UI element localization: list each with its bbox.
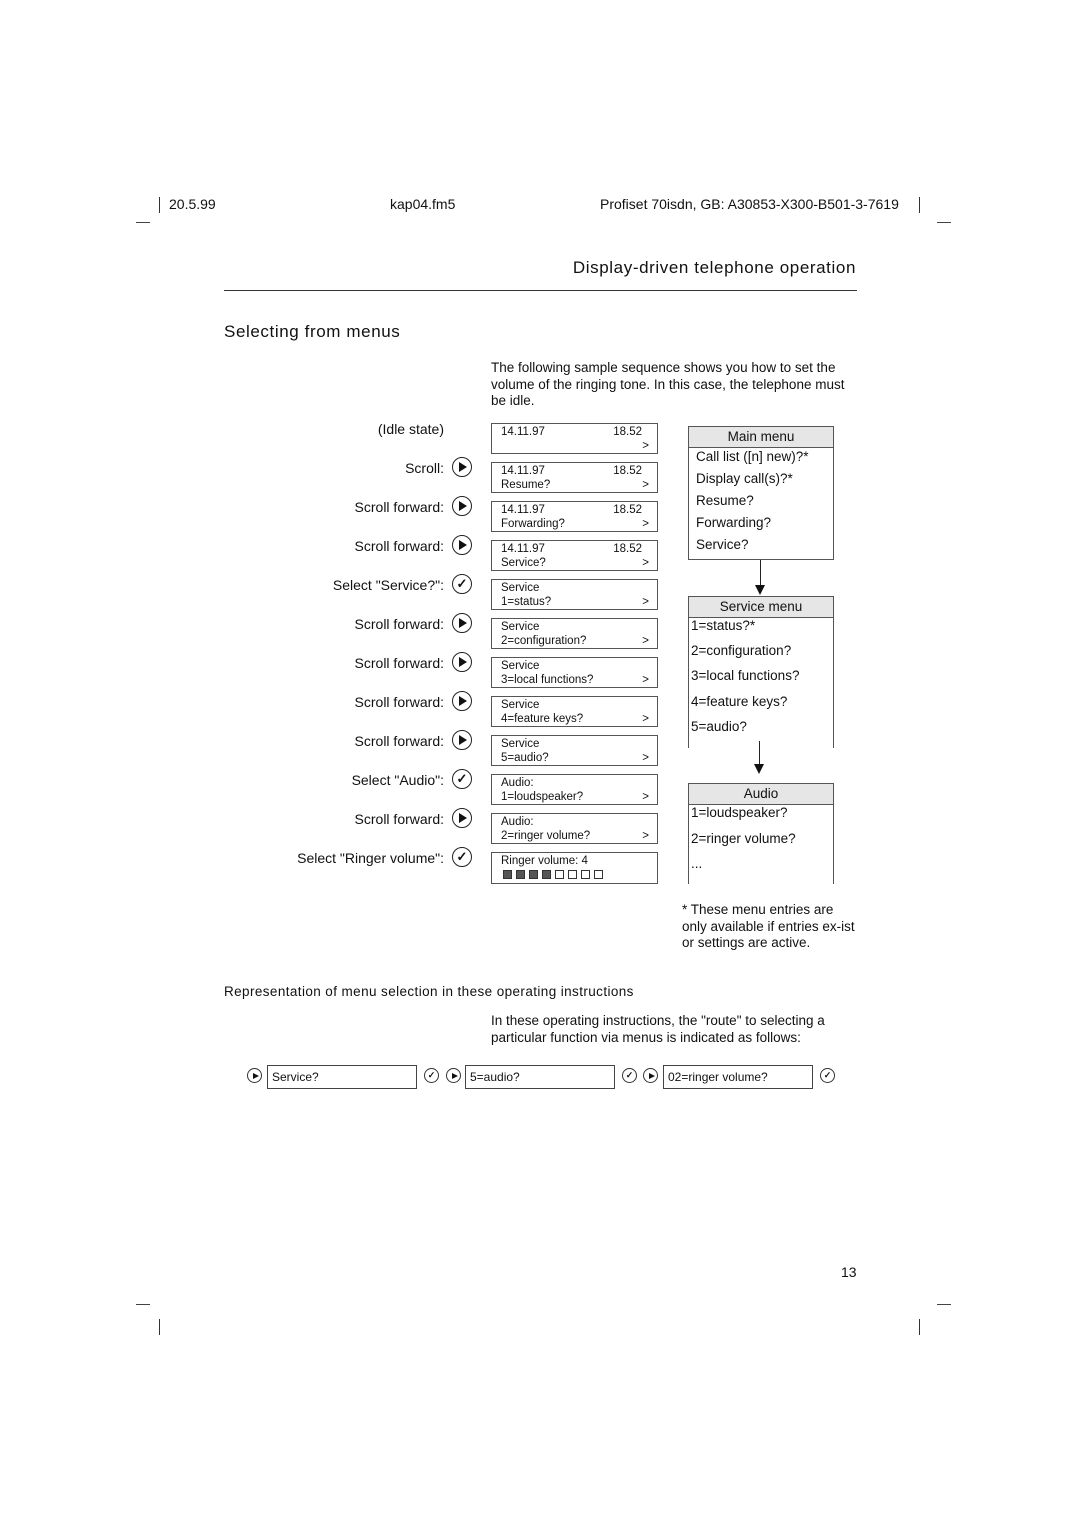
route-step-audio: 5=audio?	[465, 1065, 615, 1089]
header-file: kap04.fm5	[390, 196, 456, 212]
step-label: Select "Service?":	[332, 577, 444, 593]
scroll-forward-icon	[452, 613, 472, 633]
phone-display	[491, 579, 658, 610]
select-check-icon: ✓	[424, 1068, 439, 1083]
display-line2: 4=feature keys?	[501, 713, 584, 725]
scroll-forward-icon	[452, 496, 472, 516]
select-check-icon: ✓	[452, 769, 472, 789]
select-check-icon: ✓	[622, 1068, 637, 1083]
display-line1: Audio:	[501, 777, 534, 789]
display-time: 18.52	[613, 426, 642, 438]
display-time: 18.52	[613, 543, 642, 555]
phone-display	[491, 423, 658, 454]
step-label: Scroll forward:	[354, 655, 444, 671]
phone-display	[491, 657, 658, 688]
header-date: 20.5.99	[169, 196, 216, 212]
volume-level-empty	[581, 870, 590, 879]
display-line1: Service	[501, 660, 540, 672]
display-arrow: >	[642, 479, 649, 491]
display-line1: Service	[501, 621, 540, 633]
step-label: Scroll forward:	[354, 538, 444, 554]
step-label: Scroll forward:	[354, 694, 444, 710]
scroll-forward-icon	[452, 730, 472, 750]
display-arrow: >	[642, 752, 649, 764]
scroll-forward-icon	[452, 652, 472, 672]
section-title: Selecting from menus	[224, 322, 401, 341]
display-time: 18.52	[613, 504, 642, 516]
header-product: Profiset 70isdn, GB: A30853-X300-B501-3-7619	[600, 196, 899, 212]
display-arrow: >	[642, 440, 649, 452]
volume-level-filled	[529, 870, 538, 879]
volume-level-filled	[542, 870, 551, 879]
volume-level-empty	[555, 870, 564, 879]
display-time: 18.52	[613, 465, 642, 477]
scroll-forward-icon	[452, 457, 472, 477]
step-label: Select "Ringer volume":	[297, 850, 444, 866]
footnote: * These menu entries are only available if entries ex-ist or settings are active.	[682, 902, 855, 950]
volume-level-filled	[516, 870, 525, 879]
phone-display	[491, 462, 658, 493]
display-line1: Audio:	[501, 816, 534, 828]
title-rule	[224, 290, 857, 291]
step-label: Scroll forward:	[354, 811, 444, 827]
representation-text: In these operating instructions, the "route" to selecting a particular function via menus is indicated as follows:	[491, 1013, 825, 1045]
menu-item: Service?	[696, 537, 749, 552]
phone-display	[491, 774, 658, 805]
display-line2: 1=loudspeaker?	[501, 791, 584, 803]
audio-menu-box	[688, 783, 834, 884]
scroll-forward-icon	[452, 535, 472, 555]
menu-item: 1=status?*	[691, 618, 756, 633]
phone-display	[491, 813, 658, 844]
scroll-forward-icon	[452, 808, 472, 828]
display-line1: Service	[501, 699, 540, 711]
display-line2: Service?	[501, 557, 546, 569]
phone-display	[491, 735, 658, 766]
display-line1: 14.11.97	[501, 426, 545, 438]
intro-paragraph: The following sample sequence shows you how to set the volume of the ringing tone. In this case, the telephone must be idle.	[491, 360, 845, 408]
display-arrow: >	[642, 791, 649, 803]
arrow-down-icon	[755, 585, 765, 595]
scroll-forward-icon	[643, 1068, 658, 1083]
display-arrow: >	[642, 713, 649, 725]
menu-item: 1=loudspeaker?	[691, 805, 788, 820]
menu-item: Display call(s)?*	[696, 471, 793, 486]
step-label: Scroll forward:	[354, 616, 444, 632]
display-arrow: >	[642, 596, 649, 608]
representation-title: Representation of menu selection in these operating instructions	[224, 984, 634, 999]
route-step-service: Service?	[267, 1065, 417, 1089]
select-check-icon: ✓	[820, 1068, 835, 1083]
menu-item: 5=audio?	[691, 719, 747, 734]
volume-level-empty	[568, 870, 577, 879]
menu-item: Resume?	[696, 493, 754, 508]
scroll-forward-icon	[247, 1068, 262, 1083]
select-check-icon: ✓	[452, 847, 472, 867]
main-menu-box	[688, 426, 834, 560]
step-label: Select "Audio":	[351, 772, 444, 788]
menu-item: Call list ([n] new)?*	[696, 449, 809, 464]
main-menu-title: Main menu	[689, 427, 833, 448]
scroll-forward-icon	[452, 691, 472, 711]
route-step-ringer-volume: 02=ringer volume?	[663, 1065, 813, 1089]
display-arrow: >	[642, 557, 649, 569]
volume-level-filled	[503, 870, 512, 879]
arrow-down-icon	[754, 764, 764, 774]
step-label: Scroll:	[405, 460, 444, 476]
scroll-forward-icon	[446, 1068, 461, 1083]
display-line1: Service	[501, 582, 540, 594]
menu-item: 3=local functions?	[691, 668, 800, 683]
display-line1: Ringer volume: 4	[501, 855, 588, 867]
display-line2: 5=audio?	[501, 752, 549, 764]
ringer-volume-bar	[503, 870, 607, 882]
display-arrow: >	[642, 635, 649, 647]
menu-item: Forwarding?	[696, 515, 772, 530]
display-line2: Forwarding?	[501, 518, 565, 530]
display-line1: Service	[501, 738, 540, 750]
service-menu-title: Service menu	[689, 597, 833, 618]
menu-item: 4=feature keys?	[691, 694, 788, 709]
audio-menu-title: Audio	[689, 784, 833, 805]
display-arrow: >	[642, 674, 649, 686]
volume-level-empty	[594, 870, 603, 879]
page-number: 13	[841, 1264, 857, 1280]
phone-display	[491, 852, 658, 884]
display-line2: 2=configuration?	[501, 635, 587, 647]
phone-display	[491, 501, 658, 532]
step-label: Scroll forward:	[354, 499, 444, 515]
display-line2: 3=local functions?	[501, 674, 594, 686]
step-label: Scroll forward:	[354, 733, 444, 749]
phone-display	[491, 540, 658, 571]
menu-item: ...	[691, 856, 703, 871]
menu-item: 2=configuration?	[691, 643, 792, 658]
step-label: (Idle state)	[377, 421, 444, 437]
display-line1: 14.11.97	[501, 465, 545, 477]
select-check-icon: ✓	[452, 574, 472, 594]
phone-display	[491, 696, 658, 727]
display-line2: 1=status?	[501, 596, 552, 608]
display-arrow: >	[642, 830, 649, 842]
display-arrow: >	[642, 518, 649, 530]
menu-item: 2=ringer volume?	[691, 831, 796, 846]
chapter-title: Display-driven telephone operation	[572, 258, 856, 277]
display-line1: 14.11.97	[501, 543, 545, 555]
service-menu-box	[688, 596, 834, 748]
phone-display	[491, 618, 658, 649]
display-line2: 2=ringer volume?	[501, 830, 591, 842]
display-line1: 14.11.97	[501, 504, 545, 516]
display-line2: Resume?	[501, 479, 551, 491]
